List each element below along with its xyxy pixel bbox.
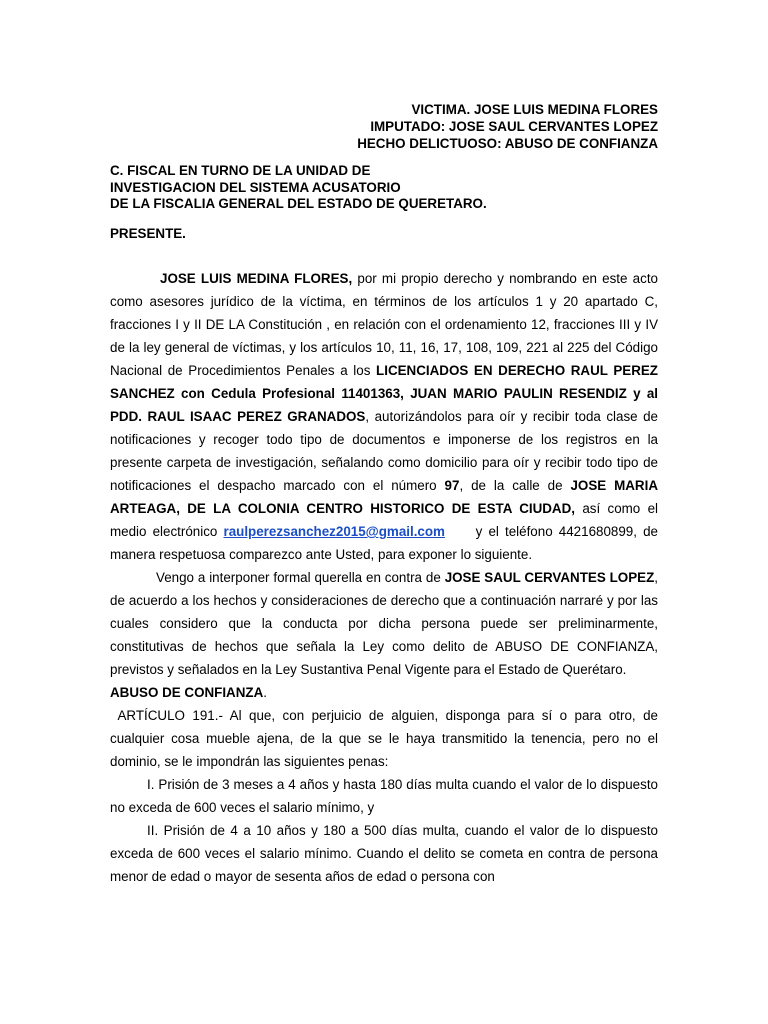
email-link[interactable]: raulperezsanchez2015@gmail.com — [223, 524, 445, 539]
paragraph-appearance — [110, 267, 662, 566]
article-text: ARTÍCULO 191.- Al que, con perjuicio de alguien, disponga para sí o para otro, de cualquier cosa mueble ajena, de la que se le haya transmitido la tenencia, pero no el dominio, se le impondrán las siguientes penas: — [110, 708, 662, 769]
paragraph-complaint — [110, 566, 658, 681]
paragraph-text: Vengo a interponer formal querella en contra de — [156, 570, 445, 585]
salutation: PRESENTE. — [110, 226, 186, 241]
article-item-1: I. Prisión de 3 meses a 4 años y hasta 180 días multa cuando el valor de lo dispuesto no exceda de 600 veces el salario mínimo, y — [110, 777, 658, 815]
addressee-block — [110, 163, 487, 213]
case-header — [357, 101, 658, 152]
accused-name: JOSE SAUL CERVANTES LOPEZ — [444, 570, 655, 585]
accused-line: IMPUTADO: JOSE SAUL CERVANTES LOPEZ — [370, 119, 658, 134]
addressee-line-3: DE LA FISCALIA GENERAL DEL ESTADO DE QUERETARO. — [110, 196, 487, 211]
paragraph-text: y el teléfono 4421680899, de manera respetuosa comparezco ante Usted, para exponer lo siguiente. — [110, 524, 662, 562]
lawyers-names: LICENCIADOS EN DERECHO RAUL PEREZ SANCHEZ con Cedula Profesional 11401363, JUAN MARIO PAULIN RESENDIZ y al PDD. RAUL ISAAC PEREZ GRANADOS — [110, 363, 658, 424]
offense-line: HECHO DELICTUOSO: ABUSO DE CONFIANZA — [357, 136, 658, 151]
article-item-2: II. Prisión de 4 a 10 años y 180 a 500 días multa, cuando el valor de lo dispuesto exceda de 600 veces el salario mínimo. Cuando el delito se cometa en contra de persona menor de edad o mayor de sesenta años de edad o persona con — [110, 823, 658, 884]
addressee-line-1: C. FISCAL EN TURNO DE LA UNIDAD DE — [110, 163, 371, 178]
complainant-name: JOSE LUIS MEDINA FLORES, — [160, 271, 353, 286]
office-number: 97 — [444, 478, 460, 493]
heading-dot: . — [263, 685, 267, 700]
heading-text: ABUSO DE CONFIANZA — [110, 685, 264, 700]
paragraph-text: , autorizándolos para oír y recibir toda clase de notificaciones y recoger todo tipo de documentos e imponerse de los registros en la presente carpeta de investigación, señalando como domicilio para oír y recibir todo tipo de notificaciones el despacho marcado con el número — [110, 409, 658, 493]
paragraph-text: así como el medio electrónico — [110, 501, 658, 539]
addressee-line-2: INVESTIGACION DEL SISTEMA ACUSATORIO — [110, 179, 401, 195]
paragraph-text: , de la calle de — [459, 478, 571, 493]
document-body — [110, 267, 662, 888]
street-address: JOSE MARIA ARTEAGA, DE LA COLONIA CENTRO HISTORICO DE ESTA CIUDAD, — [110, 478, 658, 516]
section-heading — [110, 681, 658, 704]
paragraph-text: por mi propio derecho y nombrando en este acto como asesores jurídico de la víctima, en términos de los artículos 1 y 20 apartado C, fracciones I y II DE LA Constitución , en relación con el ordenamiento 12, fracciones III y IV de la ley general de víctimas, y los artículos 10, 11, 16, 17, 108, 109, 221 al 225 del Código Nacional de Procedimientos Penales a los — [110, 271, 658, 378]
victim-line: VICTIMA. JOSE LUIS MEDINA FLORES — [411, 102, 658, 117]
paragraph-text: , de acuerdo a los hechos y consideraciones de derecho que a continuación narraré y por las cuales considero que la conducta por dicha persona puede ser preliminarmente, constitutivas de hechos que señala la Ley como delito de ABUSO DE CONFIANZA, previstos y señalados en la Ley Sustantiva Penal Vigente para el Estado de Querétaro. — [110, 570, 659, 677]
